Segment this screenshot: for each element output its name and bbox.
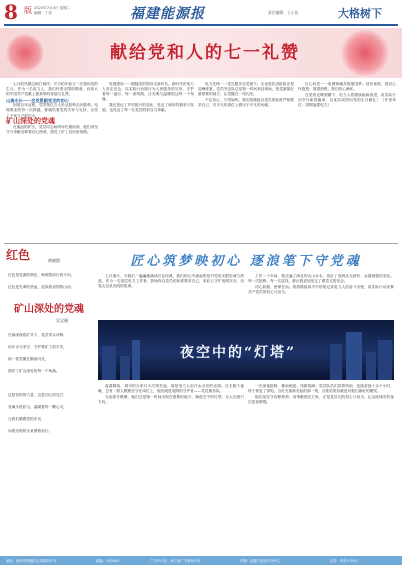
paragraph: 电网建设一一跟随党的领导走新时代。新时代的电力人坚定信念，以实际行动践行为人民服务的宗旨，守护着每一盏灯、每一条线路，让光明与温暖抵达每一个角落。	[102, 82, 194, 102]
section-title: 大格树下	[338, 7, 382, 20]
paragraph: 在党的光辉照耀下，电力人将继续砥砺奋进，用实际行动书写新的篇章，以优异成绩向党的生日献礼！（作者单位：国网福建电力）	[298, 92, 396, 107]
poem-author: 黄晓霞	[48, 258, 60, 263]
poem-line: 照亮了矿山深处的每一个角落。	[8, 369, 60, 373]
bottom-article-col2	[248, 384, 394, 552]
footer-postcode: 邮编：350003	[96, 559, 120, 563]
poem-line: 向着光明的未来勇敢前行。	[8, 429, 53, 433]
footer-price: 定价：每份1.50元	[330, 559, 358, 563]
paragraph: 一次深夜抢修，暴雨倾盆，线路故障。党员队员们顶着风雨，连续奋战十余个小时，终于恢复了供电。当灯光重新亮起的那一刻，百姓的笑容就是对他们最好的褒奖。	[248, 384, 394, 394]
bottom-banner-title: 夜空中的“灯塔”	[180, 345, 297, 361]
paragraph: 红心向党一一电网铸魂共筑强国梦。回首来路，我们心怀感恩；展望前程，我们信心满怀。	[298, 82, 396, 92]
poem-line: 这是信仰的力量，这是初心的光芒，	[8, 393, 67, 397]
subheading: 山高水长一一念党恩跟党走的初心	[6, 97, 69, 103]
poem-body	[8, 266, 94, 296]
poem2-author: 吴宝刚	[56, 318, 68, 323]
newspaper-masthead: 福建能源报	[130, 6, 205, 22]
paragraph: 七月流火，当我们一遍遍地诵读红色经典，我们的心中涌起的是对党的无限忠诚与热爱。作为一名基层电力工作者，我始终以党员的标准要求自己，用匠心守护电网安全，用笔尖记录光明的故事。	[98, 274, 244, 289]
date-line: 2023年7月4日 星期二	[34, 6, 71, 10]
date-info	[34, 6, 104, 16]
building-icon	[330, 344, 342, 380]
building-icon	[132, 340, 140, 380]
paragraph: 无论寒冬酷暑，他们总是第一时间出现在需要的地方，像夜空中的灯塔，为人们指引方向。	[98, 394, 244, 404]
paragraph: 他们用坚守诠释使命，用奉献照亮万家，正是党员们的初心与担当，让这座城市的夜空更加璀璨。	[248, 394, 394, 404]
top-banner-title: 献给党和人的七一礼赞	[110, 43, 300, 63]
footer-address: 地址：福州市鼓楼区五四路257号	[6, 559, 57, 563]
poem-line: 红色是先辈的热血，浸染着祖国的山河。	[8, 285, 75, 289]
paragraph: 初心如磐，使命在肩。我将继续用手中的笔记录电力人的奋斗历程，用实际行动诠释共产党员的初心与担当。	[248, 284, 394, 294]
header-divider	[4, 24, 398, 26]
poem-line	[8, 380, 94, 386]
poem2-title: 矿山深处的党魂	[14, 304, 84, 315]
middle-banner-title: 匠心筑梦映初心 逐浪笔下守党魂	[130, 254, 362, 269]
middle-banner	[96, 248, 394, 270]
paragraph: 工作二十年间，我走遍了闽北的山山水水，见证了电网从无到有、从弱到强的变化。每一次抢修，每一次巡线，都让我更加坚定了跟党走的信念。	[248, 274, 394, 284]
poem-line: 让我们紧跟党的步伐，	[8, 417, 45, 421]
poem-line: 红色是党旗的颜色，映照着前行的方向，	[8, 273, 75, 277]
poem-line: 党魂永驻矿山，温暖着每一颗心灵，	[8, 405, 67, 409]
subheading: 矿山深处的党魂	[6, 117, 55, 126]
flower-right-icon	[340, 30, 390, 76]
top-article-col3	[198, 82, 294, 240]
page-footer	[0, 556, 402, 565]
top-article-col4	[298, 82, 396, 240]
section-divider	[4, 243, 398, 244]
paragraph: 在偏远的矿区，党员同志始终冲在最前面，他们用坚守与奉献诠释着初心使命，照亮了矿工们回家的路。	[6, 124, 98, 134]
middle-article-col2	[248, 274, 394, 318]
bottom-article-col1	[98, 384, 244, 552]
building-icon	[346, 332, 362, 380]
footer-license: 广告许可证：闽工商广字第001号	[150, 559, 201, 563]
page-word: 版	[24, 6, 32, 15]
building-icon	[102, 346, 116, 380]
editor-line: 编辑：丁佳	[34, 11, 52, 15]
paragraph: 不忘初心，方得始终。我们将继续以党员的标准严格要求自己，在平凡的岗位上做出不平凡的贡献。	[198, 97, 294, 107]
poem-line: 在那深深的矿井下，党员带头冲锋，	[8, 333, 67, 337]
top-banner	[0, 28, 402, 78]
paragraph: 回望百年征程，党带领亿万人民从胜利走向胜利。电网事业的每一次跨越，都凝结着党的关怀与支持，点亮了千家万户的灯火。	[6, 103, 98, 118]
building-icon	[378, 340, 392, 380]
responsible-editor: 责任编辑：王小佳	[268, 10, 299, 15]
flower-left-icon	[6, 34, 44, 72]
paragraph: 夜幕降临，城市的万家灯火次第亮起，那是电力人用汗水点亮的光明。在无数个夜晚，总有一群人默默坚守在岗位上，他们就是电网的守护者——党员服务队。	[98, 384, 244, 394]
top-article-col2	[102, 82, 194, 240]
paragraph: 七月的风拂过闽江两岸，岁月的年轮又一次指向党的生日。作为一名电力人，我们怀着无限的敬意，向伟大的中国共产党献上最真挚的祝福与礼赞。	[6, 82, 98, 97]
top-article-col1	[6, 82, 98, 240]
poem-line: 用汗水与坚守，守护着矿工的平安，	[8, 345, 67, 349]
building-icon	[120, 356, 130, 380]
middle-article-col1	[98, 274, 244, 318]
paragraph: 我们见证了乡村振兴的变化，见证了城市的繁荣与发展，也见证了每一位党员的担当与奉献。	[102, 102, 194, 112]
poem-title: 红色	[6, 248, 31, 262]
night-city-photo	[98, 320, 394, 380]
poem-line: 那一枚党徽在胸前闪光，	[8, 357, 49, 361]
poem2-body	[8, 326, 94, 440]
paragraph: 电力先锋一一党员服务在党旗下。无论是抗洪抢险还是迎峰度夏，党员突击队总是第一时间奔赴现场，把党旗插在最需要的地方，让党徽在一线闪光。	[198, 82, 294, 97]
page-header	[0, 0, 402, 30]
footer-printer: 印刷：福建日报社印务中心	[240, 559, 281, 563]
page-number: 8	[4, 0, 18, 24]
building-icon	[366, 352, 376, 380]
